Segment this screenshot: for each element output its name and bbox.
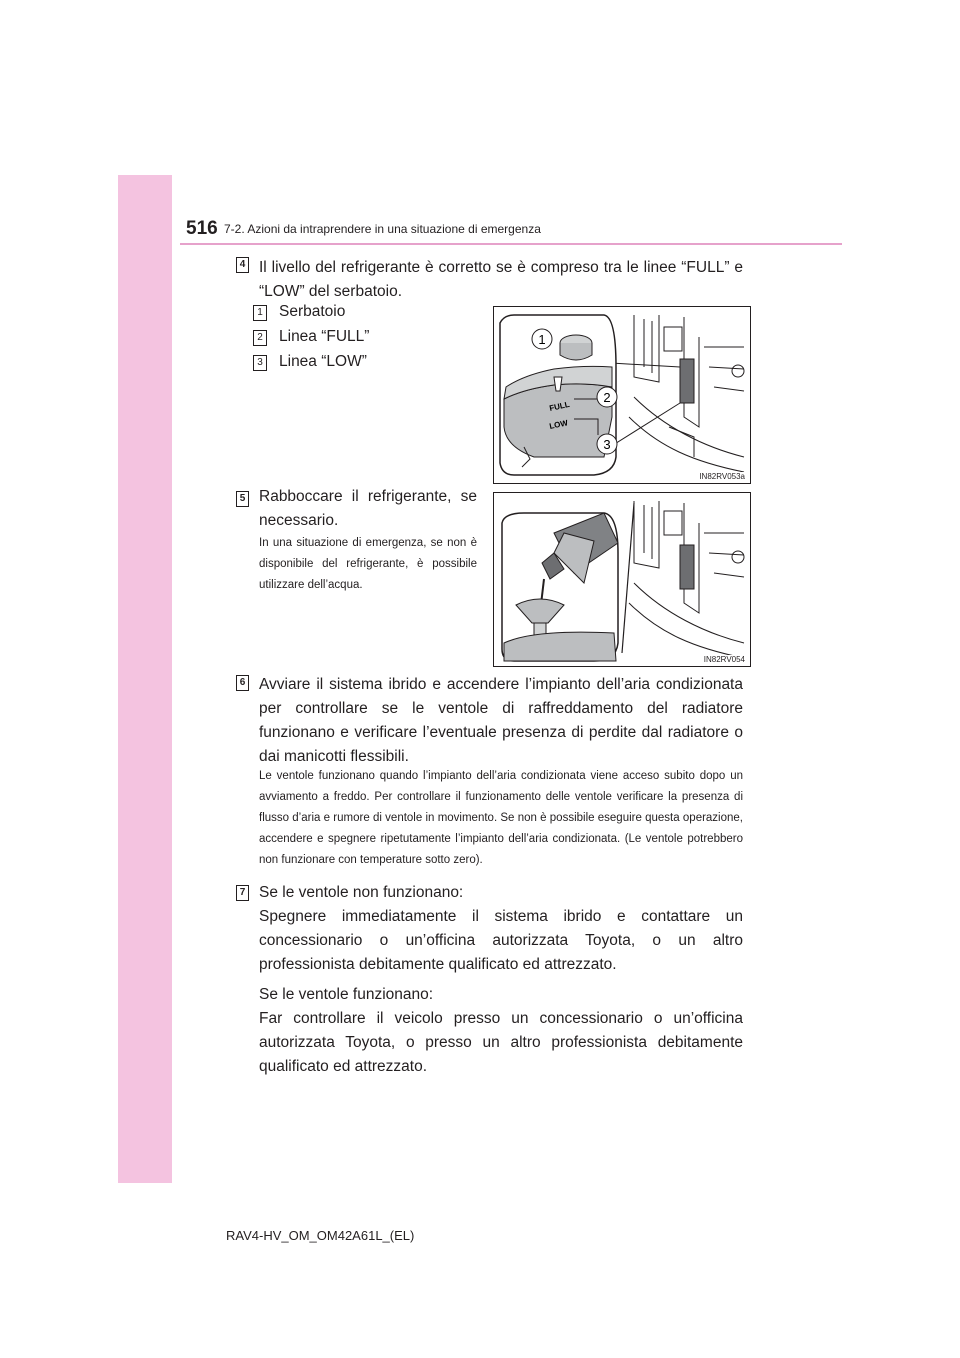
- item-3-badge: 3: [253, 355, 267, 371]
- coolant-reservoir-illustration: [494, 307, 750, 483]
- figure-code: IN82RV053a: [699, 472, 745, 481]
- step-7-badge: 7: [236, 885, 249, 901]
- step-6-note: Le ventole funzionano quando l’impianto dell’aria condizionata viene acceso subito dopo un avviamento a freddo. Per controllare il funzionamento delle ventole verificare la presenza di flusso d’aria e rumore di ventole in movimento. Se non è possibile eseguire questa operazione, accendere e spegnere ripetutamente l’impianto dell’aria condizionata. (Le ventole potrebbero non funzionare con temperature sotto zero).: [259, 770, 743, 866]
- step-4-text: Il livello del refrigerante è corretto se è compreso tra le linee “FULL” e “LOW” del serbatoio.: [259, 259, 743, 300]
- callout-1: 1: [538, 332, 546, 347]
- step-4-badge: 4: [236, 257, 249, 273]
- callout-2: 2: [603, 390, 611, 405]
- item-1-label: Serbatoio: [279, 303, 346, 320]
- callout-3: 3: [603, 437, 611, 452]
- step-6-text: Avviare il sistema ibrido e accendere l’impianto dell’aria condizionata per controllare se le ventole di raffreddamento del radiatore funzionano e verificare l’eventuale presenza di perdite dal radiatore o dai manicotti flessibili.: [259, 676, 743, 765]
- step-6-badge: 6: [236, 675, 249, 691]
- step-5-text: Rabboccare il refrigerante, se necessario.: [259, 488, 477, 529]
- refill-coolant-figure: [493, 492, 751, 667]
- full-line-label: FULL: [548, 399, 571, 413]
- step-7-case2-text: Far controllare il veicolo presso un concessionario o un’officina autorizzata Toyota, o presso un altro professionista debitamente qualificato ed attrezzato.: [259, 1010, 743, 1075]
- figure-code: IN82RV054: [703, 655, 745, 664]
- item-1-badge: 1: [253, 305, 267, 321]
- low-line-label: LOW: [548, 418, 569, 431]
- header-rule: [180, 243, 842, 245]
- reservoir-marker: [680, 359, 694, 403]
- refill-coolant-illustration: [494, 493, 750, 666]
- page-number: 516: [186, 218, 218, 239]
- footer-model-code: RAV4-HV_OM_OM42A61L_(EL): [226, 1228, 415, 1243]
- item-3-label: Linea “LOW”: [279, 353, 367, 370]
- chapter-sidebar-tab: [118, 175, 172, 1183]
- step-5-note: In una situazione di emergenza, se non è disponibile del refrigerante, è possibile utilizzare dell’acqua.: [259, 537, 477, 591]
- item-2-badge: 2: [253, 330, 267, 346]
- step-7-case2-title: Se le ventole funzionano:: [259, 986, 434, 1003]
- coolant-reservoir-figure: [493, 306, 751, 484]
- item-2-label: Linea “FULL”: [279, 328, 370, 345]
- step-7-case1-title: Se le ventole non funzionano:: [259, 884, 464, 901]
- step-7-case1-text: Spegnere immediatamente il sistema ibrido e contattare un concessionario o un’officina autorizzata Toyota, o un altro professionista debitamente qualificato ed attrezzato.: [259, 908, 743, 973]
- chapter-title: 7-2. Azioni da intraprendere in una situazione di emergenza: [224, 222, 541, 236]
- step-5-badge: 5: [236, 491, 249, 507]
